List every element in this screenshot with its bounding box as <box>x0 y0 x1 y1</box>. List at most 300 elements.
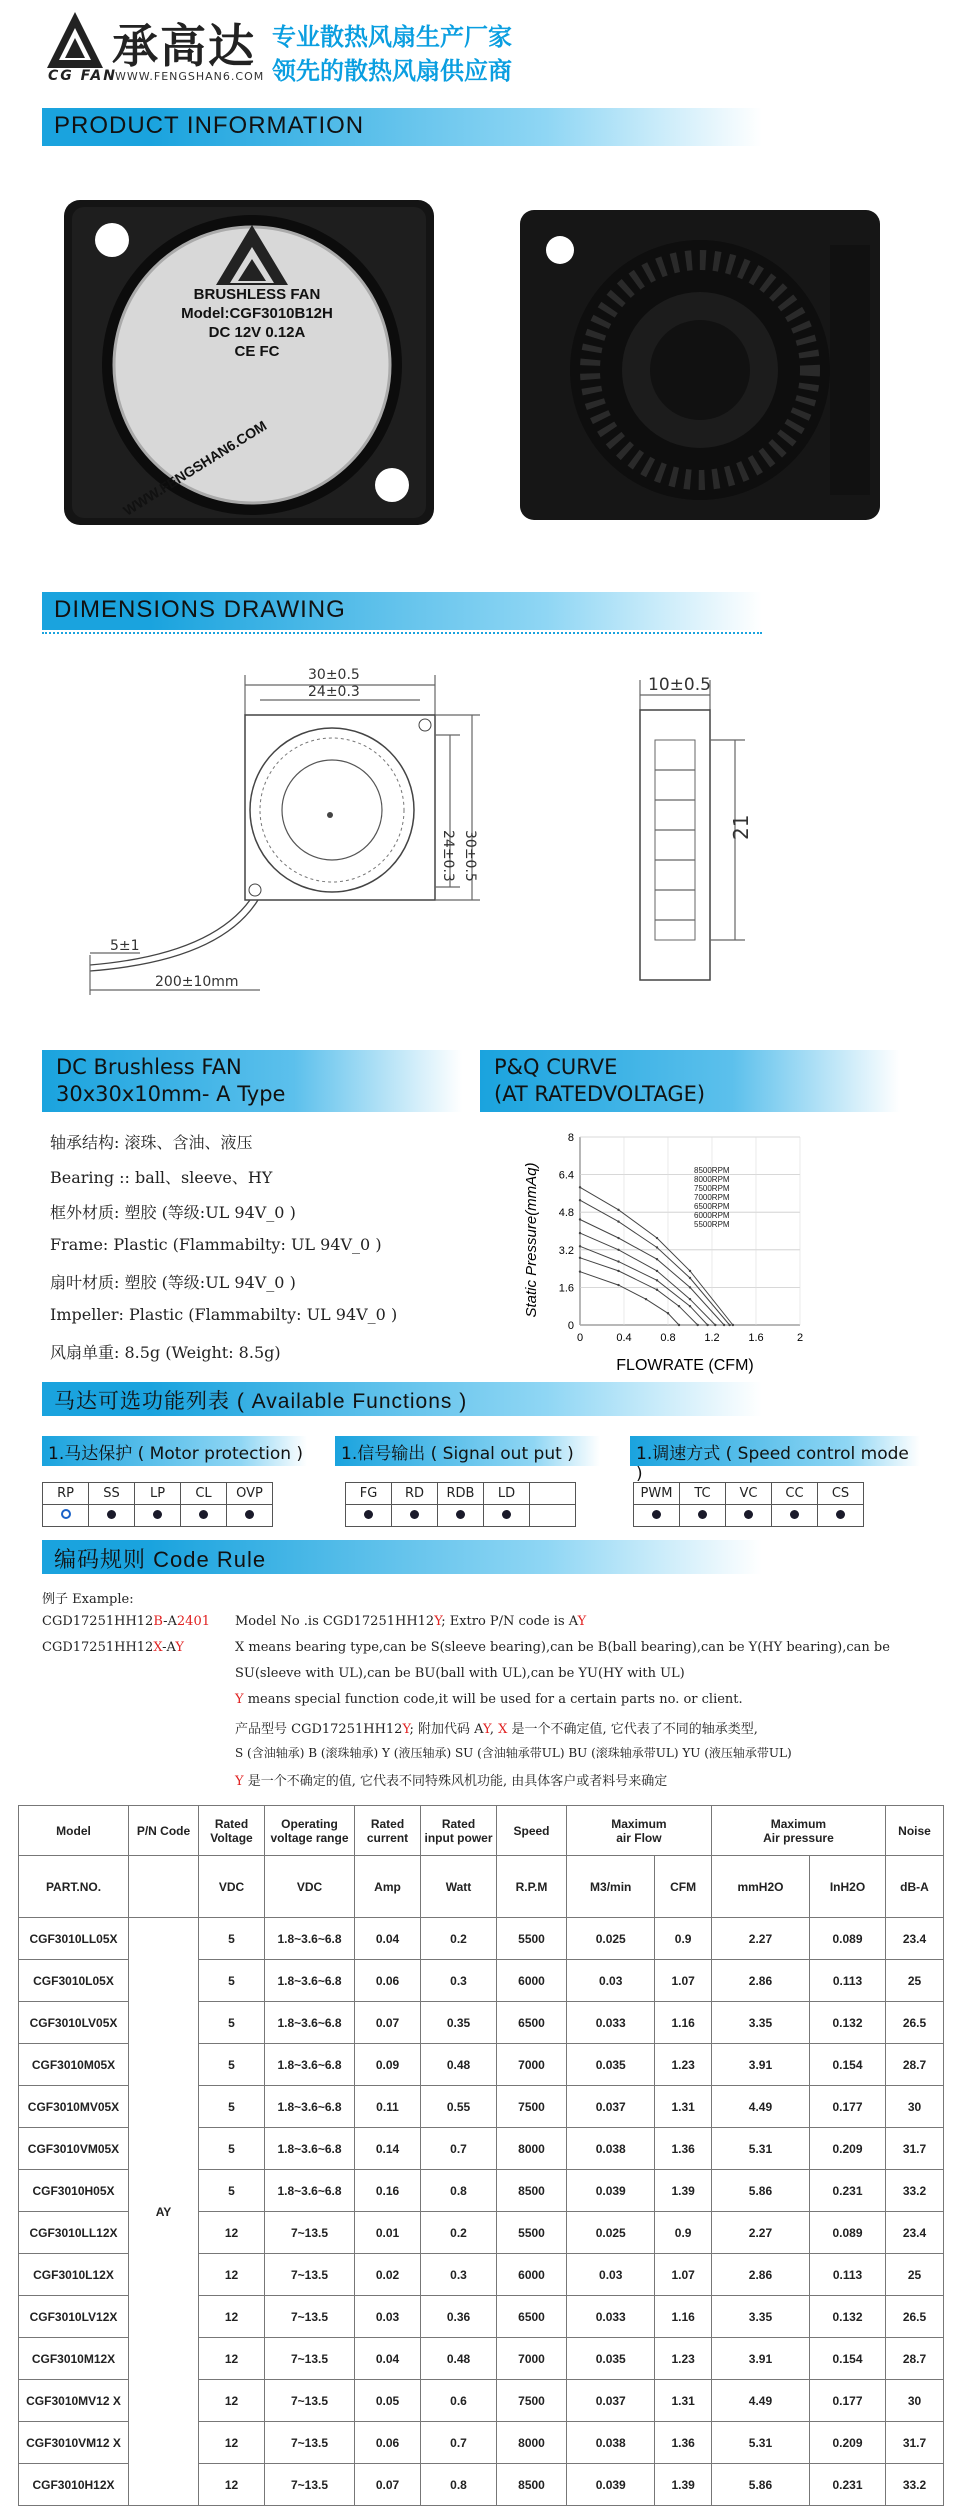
table-cell: 1.07 <box>655 2254 711 2296</box>
table-cell: 0.113 <box>810 2254 886 2296</box>
table-unit: dB-A <box>886 1856 944 1918</box>
table-cell: 0.07 <box>355 2002 421 2044</box>
func-option-mark <box>772 1505 818 1527</box>
data-point <box>728 1324 730 1326</box>
y-tick-label: 8 <box>567 1132 574 1144</box>
table-cell-model: CGF3010MV12 X <box>19 2380 129 2422</box>
table-cell-model: CGF3010L12X <box>19 2254 129 2296</box>
chart-grid <box>580 1137 800 1325</box>
dot-icon <box>502 1510 511 1519</box>
func-signal-table <box>345 1482 576 1527</box>
table-cell: 0.09 <box>355 2044 421 2086</box>
table-cell: 1.36 <box>655 2128 711 2170</box>
table-cell: 12 <box>199 2380 265 2422</box>
func-option-mark <box>484 1505 530 1527</box>
fan-front-photo <box>52 155 452 555</box>
code-rule-cn-2: S (含油轴承) B (滚珠轴承) Y (液压轴承) SU (含油轴承带UL) BU (滚珠轴承带UL) YU (液压轴承带UL) <box>235 1746 792 1760</box>
data-point <box>656 1258 658 1260</box>
table-cell: 0.11 <box>355 2086 421 2128</box>
table-cell: 3.35 <box>711 2296 809 2338</box>
dim-h2: 30±0.5 <box>462 830 478 882</box>
func-motor-table <box>42 1482 273 1527</box>
table-cell: 12 <box>199 2296 265 2338</box>
table-cell: 31.7 <box>886 2422 944 2464</box>
table-cell-model: CGF3010LL05X <box>19 1918 129 1960</box>
table-cell: 5.31 <box>711 2128 809 2170</box>
table-cell: 7000 <box>497 2044 567 2086</box>
section-bar-dimensions <box>42 592 762 630</box>
table-cell: 23.4 <box>886 1918 944 1960</box>
dc-fan-title <box>42 1050 462 1112</box>
legend-label: 7500RPM <box>694 1184 730 1193</box>
func-option-label: SS <box>89 1483 135 1505</box>
data-point <box>667 1312 669 1314</box>
data-point <box>579 1186 581 1188</box>
dot-icon <box>410 1510 419 1519</box>
table-cell: 33.2 <box>886 2170 944 2212</box>
code-part: Y <box>434 1614 442 1629</box>
table-cell: 2.86 <box>711 1960 809 2002</box>
table-unit: CFM <box>655 1856 711 1918</box>
data-point <box>732 1324 734 1326</box>
dim-wire-end: 5±1 <box>110 938 140 954</box>
slogan-line-2: 领先的散热风扇供应商 <box>272 57 512 85</box>
table-cell: 12 <box>199 2212 265 2254</box>
code-part: 2401 <box>176 1614 210 1629</box>
table-cell: 12 <box>199 2254 265 2296</box>
table-cell: 7~13.5 <box>265 2464 355 2506</box>
table-cell: 0.025 <box>567 1918 655 1960</box>
table-cell: 4.49 <box>711 2086 809 2128</box>
table-cell: 1.31 <box>655 2086 711 2128</box>
dim-w1: 30±0.5 <box>308 667 360 683</box>
table-cell: 1.07 <box>655 1960 711 2002</box>
code-part: 产品型号 CGD17251HH12 <box>235 1722 403 1737</box>
table-cell: 1.8~3.6~6.8 <box>265 2002 355 2044</box>
code-part: ; 附加代码 A <box>409 1722 483 1737</box>
legend-label: 6500RPM <box>694 1202 730 1211</box>
y-tick-label: 4.8 <box>558 1207 574 1220</box>
code-rule-cn-1 <box>235 1718 758 1737</box>
x-tick-label: 2 <box>796 1332 804 1344</box>
table-cell-model: CGF3010MV05X <box>19 2086 129 2128</box>
func-option-mark <box>818 1505 864 1527</box>
data-point <box>645 1298 647 1300</box>
table-cell-model: CGF3010VM05X <box>19 2128 129 2170</box>
table-cell: 5 <box>199 2170 265 2212</box>
dot-icon <box>107 1510 116 1519</box>
table-cell: 0.209 <box>810 2128 886 2170</box>
code-part: Y <box>235 1692 244 1707</box>
slogan <box>272 20 512 88</box>
table-cell: 0.14 <box>355 2128 421 2170</box>
code-example-1-note <box>235 1614 586 1629</box>
table-cell: 0.8 <box>421 2464 497 2506</box>
table-cell: 5500 <box>497 1918 567 1960</box>
table-cell: 28.7 <box>886 2044 944 2086</box>
y-tick-label: 0 <box>567 1320 574 1332</box>
table-cell: 0.03 <box>355 2296 421 2338</box>
table-unit: M3/min <box>567 1856 655 1918</box>
code-rule-y-line <box>235 1692 743 1707</box>
table-cell: 3.91 <box>711 2338 809 2380</box>
table-cell: 0.48 <box>421 2044 497 2086</box>
table-cell-pn-code: AY <box>129 1918 199 2506</box>
x-tick-label: 0.4 <box>616 1332 632 1344</box>
func-option-label: LP <box>135 1483 181 1505</box>
x-tick-label: 1.2 <box>704 1332 720 1344</box>
table-cell: 0.8 <box>421 2170 497 2212</box>
table-cell: 1.8~3.6~6.8 <box>265 2170 355 2212</box>
table-cell: 0.55 <box>421 2086 497 2128</box>
fan-label <box>172 285 342 361</box>
table-cell: 0.231 <box>810 2464 886 2506</box>
table-header: P/N Code <box>129 1806 199 1856</box>
table-cell: 5 <box>199 2128 265 2170</box>
x-tick-label: 0 <box>576 1332 584 1344</box>
table-cell: 1.39 <box>655 2464 711 2506</box>
slogan-line-1: 专业散热风扇生产厂家 <box>272 23 512 51</box>
legend-label: 6000RPM <box>694 1211 730 1220</box>
dot-icon <box>744 1510 753 1519</box>
func-motor-title: 1.马达保护 ( Motor protection ) <box>42 1436 307 1466</box>
func-option-mark <box>227 1505 273 1527</box>
table-cell: 0.039 <box>567 2170 655 2212</box>
data-point <box>579 1270 581 1272</box>
code-part: 是一个不确定值, 它代表了不同的轴承类型, <box>507 1722 758 1737</box>
table-cell: 1.8~3.6~6.8 <box>265 2044 355 2086</box>
logo-website: WWW.FENGSHAN6.COM <box>115 70 265 83</box>
code-part: B <box>153 1614 164 1629</box>
legend-label: 8000RPM <box>694 1175 730 1184</box>
table-cell: 0.037 <box>567 2086 655 2128</box>
code-rule-line: SU(sleeve with UL),can be BU(ball with UL),can be YU(HY with UL) <box>235 1666 685 1681</box>
func-signal-title: 1.信号输出 ( Signal out put ) <box>335 1436 600 1466</box>
logo-triangle-icon <box>45 10 105 72</box>
table-unit <box>129 1856 199 1918</box>
func-option-label: PWM <box>634 1483 680 1505</box>
pq-chart <box>510 1125 840 1380</box>
data-point <box>579 1199 581 1201</box>
section-bar-code-rule <box>42 1540 762 1574</box>
data-point <box>617 1237 619 1239</box>
code-part: Y <box>235 1774 244 1789</box>
table-cell: 1.16 <box>655 2296 711 2338</box>
spec-line: 风扇单重: 8.5g (Weight: 8.5g) <box>50 1343 281 1362</box>
table-cell: 0.7 <box>421 2128 497 2170</box>
table-cell: 7~13.5 <box>265 2422 355 2464</box>
section-title: 编码规则 Code Rule <box>54 1547 267 1572</box>
code-part: -A <box>163 1614 177 1629</box>
table-cell: 0.04 <box>355 2338 421 2380</box>
table-cell-model: CGF3010LV05X <box>19 2002 129 2044</box>
code-example-1 <box>42 1614 210 1629</box>
table-cell: 8000 <box>497 2128 567 2170</box>
table-units-row <box>19 1856 944 1918</box>
table-cell-model: CGF3010LV12X <box>19 2296 129 2338</box>
table-cell: 0.132 <box>810 2296 886 2338</box>
table-cell: 0.02 <box>355 2254 421 2296</box>
data-point <box>656 1279 658 1281</box>
table-cell: 26.5 <box>886 2296 944 2338</box>
table-cell: 28.7 <box>886 2338 944 2380</box>
func-option-mark <box>634 1505 680 1527</box>
series-line-6000rpm <box>580 1258 698 1325</box>
pq-curve-title <box>480 1050 900 1112</box>
logo-sub: CG FAN <box>48 68 117 84</box>
table-header: Rated input power <box>421 1806 497 1856</box>
y-tick-label: 3.2 <box>558 1244 574 1257</box>
table-cell: 6500 <box>497 2002 567 2044</box>
data-point <box>689 1298 691 1300</box>
data-point <box>714 1324 716 1326</box>
table-cell: 0.06 <box>355 2422 421 2464</box>
code-part: means special function code,it will be used for a certain parts no. or client. <box>243 1692 743 1707</box>
table-unit: VDC <box>265 1856 355 1918</box>
table-cell: 0.48 <box>421 2338 497 2380</box>
table-cell: 26.5 <box>886 2002 944 2044</box>
table-cell: 0.04 <box>355 1918 421 1960</box>
dot-icon <box>199 1510 208 1519</box>
table-cell: 0.9 <box>655 2212 711 2254</box>
y-tick-label: 1.6 <box>558 1282 574 1295</box>
table-cell: 1.23 <box>655 2044 711 2086</box>
table-header: Rated current <box>355 1806 421 1856</box>
dim-h1: 24±0.3 <box>440 830 456 882</box>
table-header: Model <box>19 1806 129 1856</box>
table-header: Rated Voltage <box>199 1806 265 1856</box>
table-unit: Amp <box>355 1856 421 1918</box>
table-cell: 0.03 <box>567 2254 655 2296</box>
spec-line: Bearing :: ball、sleeve、HY <box>50 1168 273 1187</box>
table-cell: 31.7 <box>886 2128 944 2170</box>
code-part: Y <box>175 1640 184 1655</box>
table-header: Maximum air Flow <box>567 1806 712 1856</box>
dot-icon <box>364 1510 373 1519</box>
table-cell: 6500 <box>497 2296 567 2338</box>
table-cell: 0.3 <box>421 1960 497 2002</box>
table-cell: 0.177 <box>810 2380 886 2422</box>
table-cell-model: CGF3010H12X <box>19 2464 129 2506</box>
table-cell-model: CGF3010M05X <box>19 2044 129 2086</box>
table-cell: 0.039 <box>567 2464 655 2506</box>
func-option-label: OVP <box>227 1483 273 1505</box>
table-cell: 0.01 <box>355 2212 421 2254</box>
ring-icon <box>61 1509 71 1519</box>
func-option-label: CL <box>181 1483 227 1505</box>
dim-depth: 10±0.5 <box>648 675 711 695</box>
spec-line: 轴承结构: 滚珠、含油、液压 <box>50 1133 253 1152</box>
table-unit: PART.NO. <box>19 1856 129 1918</box>
legend-label: 8500RPM <box>694 1166 730 1175</box>
func-option-label: RDB <box>438 1483 484 1505</box>
func-option-mark <box>680 1505 726 1527</box>
spec-line: 扇叶材质: 塑胶 (等级:UL 94V_0 ) <box>50 1273 296 1292</box>
func-option-label: RD <box>392 1483 438 1505</box>
table-cell: 1.16 <box>655 2002 711 2044</box>
table-cell: 0.033 <box>567 2002 655 2044</box>
divider <box>42 632 762 634</box>
func-option-mark <box>530 1505 576 1527</box>
table-cell: 5 <box>199 1918 265 1960</box>
data-point <box>617 1220 619 1222</box>
table-cell: 0.231 <box>810 2170 886 2212</box>
fan-back-photo <box>500 155 900 555</box>
func-option-label: RP <box>43 1483 89 1505</box>
code-part: Y <box>482 1722 490 1737</box>
table-unit: VDC <box>199 1856 265 1918</box>
table-cell: 2.86 <box>711 2254 809 2296</box>
table-cell: 3.91 <box>711 2044 809 2086</box>
table-cell: 1.39 <box>655 2170 711 2212</box>
table-unit: R.P.M <box>497 1856 567 1918</box>
table-header: Operating voltage range <box>265 1806 355 1856</box>
table-cell: 0.209 <box>810 2422 886 2464</box>
func-option-label <box>530 1483 576 1505</box>
code-part: -A <box>162 1640 176 1655</box>
table-cell: 0.132 <box>810 2002 886 2044</box>
section-bar-functions <box>42 1382 762 1416</box>
code-part: X <box>153 1640 163 1655</box>
series-line-5500rpm <box>580 1272 679 1325</box>
table-unit: mmH2O <box>711 1856 809 1918</box>
table-cell: 5 <box>199 1960 265 2002</box>
table-cell: 23.4 <box>886 2212 944 2254</box>
data-point <box>678 1324 680 1326</box>
table-unit: InH2O <box>810 1856 886 1918</box>
table-cell: 7~13.5 <box>265 2254 355 2296</box>
table-cell: 7~13.5 <box>265 2338 355 2380</box>
dot-icon <box>456 1510 465 1519</box>
section-title: PRODUCT INFORMATION <box>54 112 365 139</box>
table-cell: 3.35 <box>711 2002 809 2044</box>
table-cell: 0.038 <box>567 2128 655 2170</box>
table-cell: 8000 <box>497 2422 567 2464</box>
table-cell-model: CGF3010LL12X <box>19 2212 129 2254</box>
data-point <box>689 1286 691 1288</box>
table-cell: 25 <box>886 1960 944 2002</box>
table-cell-model: CGF3010VM12 X <box>19 2422 129 2464</box>
x-tick-label: 1.6 <box>748 1332 764 1344</box>
table-cell: 1.8~3.6~6.8 <box>265 1960 355 2002</box>
table-cell: 12 <box>199 2464 265 2506</box>
dim-side-h: 21 <box>729 814 753 840</box>
data-point <box>678 1305 680 1307</box>
data-point <box>723 1324 725 1326</box>
data-point <box>617 1249 619 1251</box>
code-part: Y <box>577 1614 587 1629</box>
table-cell: 5.86 <box>711 2170 809 2212</box>
y-tick-label: 6.4 <box>558 1169 574 1182</box>
dot-icon <box>790 1510 799 1519</box>
table-cell: 0.089 <box>810 1918 886 1960</box>
table-header: Noise <box>886 1806 944 1856</box>
data-point <box>579 1245 581 1247</box>
table-cell: 0.037 <box>567 2380 655 2422</box>
table-cell: 0.154 <box>810 2338 886 2380</box>
func-speed-title: 1.调速方式 ( Speed control mode ) <box>630 1436 920 1466</box>
table-cell: 0.05 <box>355 2380 421 2422</box>
data-point <box>706 1324 708 1326</box>
dc-fan-title-line2: 30x30x10mm- A Type <box>56 1082 286 1106</box>
table-cell: 0.035 <box>567 2338 655 2380</box>
fan-label-rating: DC 12V 0.12A <box>208 324 306 341</box>
table-cell: 0.06 <box>355 1960 421 2002</box>
data-point <box>656 1289 658 1291</box>
section-bar-product-info <box>42 108 762 146</box>
pq-title-line2: (AT RATEDVOLTAGE) <box>494 1082 706 1106</box>
table-cell: 0.2 <box>421 2212 497 2254</box>
table-header-row <box>19 1806 944 1856</box>
data-point <box>689 1277 691 1279</box>
logo-text: 承高达 <box>112 19 256 73</box>
dot-icon <box>153 1510 162 1519</box>
x-tick-label: 0.8 <box>660 1332 676 1344</box>
chart-xlabel: FLOWRATE (CFM) <box>616 1357 754 1374</box>
data-point <box>689 1305 691 1307</box>
spec-line: 框外材质: 塑胶 (等级:UL 94V_0 ) <box>50 1203 296 1222</box>
func-option-label: TC <box>680 1483 726 1505</box>
table-cell: 7~13.5 <box>265 2296 355 2338</box>
front-dimension-drawing <box>60 655 500 1015</box>
data-point <box>656 1237 658 1239</box>
func-option-mark <box>181 1505 227 1527</box>
code-part: Y <box>402 1722 410 1737</box>
func-option-label: CC <box>772 1483 818 1505</box>
table-cell: 0.113 <box>810 1960 886 2002</box>
table-cell: 0.6 <box>421 2380 497 2422</box>
data-point <box>656 1270 658 1272</box>
code-example-2 <box>42 1640 184 1655</box>
data-point <box>689 1270 691 1272</box>
table-cell: 0.9 <box>655 1918 711 1960</box>
table-cell: 1.36 <box>655 2422 711 2464</box>
table-cell: 0.03 <box>567 1960 655 2002</box>
legend-label: 7000RPM <box>694 1193 730 1202</box>
func-option-mark <box>438 1505 484 1527</box>
fan-label-model: Model:CGF3010B12H <box>181 305 333 322</box>
func-option-mark <box>135 1505 181 1527</box>
table-cell: 5 <box>199 2044 265 2086</box>
dot-icon <box>698 1510 707 1519</box>
chart-ylabel: Static Pressure(mmAq) <box>523 1162 540 1318</box>
table-cell: 1.8~3.6~6.8 <box>265 2086 355 2128</box>
code-rule-line: X means bearing type,can be S(sleeve bearing),can be B(ball bearing),can be Y(HY bearing),can be <box>235 1640 890 1655</box>
fan-label-brand: BRUSHLESS FAN <box>193 286 321 303</box>
data-point <box>617 1270 619 1272</box>
table-cell: 0.07 <box>355 2464 421 2506</box>
data-point <box>579 1218 581 1220</box>
table-cell: 2.27 <box>711 2212 809 2254</box>
code-part: CGD17251HH12 <box>42 1614 154 1629</box>
table-cell: 25 <box>886 2254 944 2296</box>
func-option-label: FG <box>346 1483 392 1505</box>
table-cell: 1.8~3.6~6.8 <box>265 1918 355 1960</box>
legend-label: 5500RPM <box>694 1220 730 1229</box>
data-point <box>617 1209 619 1211</box>
table-cell: 6000 <box>497 1960 567 2002</box>
spec-table <box>18 1805 944 2506</box>
code-part: 是一个不确定的值, 它代表不同特殊风机功能, 由具体客户或者料号来确定 <box>243 1774 668 1789</box>
code-example-label: 例子 Example: <box>42 1592 134 1607</box>
func-option-mark <box>43 1505 89 1527</box>
side-dimension-drawing <box>600 660 800 1000</box>
data-point <box>579 1257 581 1259</box>
table-cell: 0.033 <box>567 2296 655 2338</box>
fan-label-site: WWW.FENGSHAN6.COM <box>120 417 270 519</box>
table-cell-model: CGF3010M12X <box>19 2338 129 2380</box>
table-header: Speed <box>497 1806 567 1856</box>
